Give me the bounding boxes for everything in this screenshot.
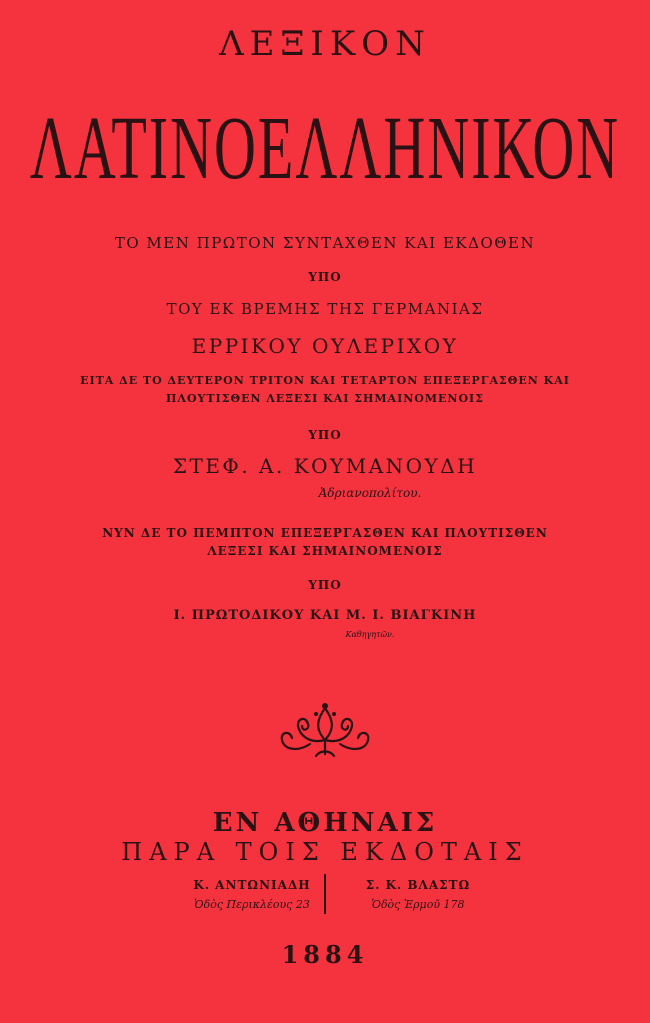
line-by-1: ΥΠΟ (308, 270, 342, 284)
publisher-divider (324, 874, 326, 914)
line-professors: Καθηγητῶν. (345, 630, 395, 639)
publishers-line: ΠΑΡΑ ΤΟΙΣ ΕΚΔΟΤΑΙΣ (121, 838, 529, 866)
line-fifth-edition-1: ΝΥΝ ΔΕ ΤΟ ΠΕΜΠΤΟΝ ΕΠΕΞΕΡΓΑΣΘΕΝ ΚΑΙ ΠΛΟΥΤΙΣΘΕΝ (102, 526, 548, 540)
line-fifth-edition-2: ΛΕΞΕΣΙ ΚΑΙ ΣΗΜΑΙΝΟΜΕΝΟΙΣ (207, 544, 443, 558)
title-main: ΛΑΤΙΝΟΕΛΛΗΝΙΚΟΝ (29, 97, 621, 199)
publisher-right-address: Ὁδὸς Ἑρμοῦ 178 (371, 898, 465, 911)
publisher-right (338, 878, 498, 911)
fleuron-ornament-icon (270, 700, 380, 760)
line-origin-koumanoudis: Ἀδριανοπολίτου. (318, 486, 422, 500)
line-editors: Ι. ΠΡΩΤΟΔΙΚΟΥ ΚΑΙ Μ. Ι. ΒΙΑΓΚΙΝΗ (173, 608, 477, 623)
line-later-editions-2: ΠΛΟΥΤΙΣΘΕΝ ΛΕΞΕΣΙ ΚΑΙ ΣΗΜΑΙΝΟΜΕΝΟΙΣ (166, 392, 484, 405)
publication-year: 1884 (281, 940, 369, 969)
publisher-left-address: Ὁδὸς Περικλέους 23 (194, 898, 310, 911)
line-origin: ΤΟΥ ΕΚ ΒΡΕΜΗΣ ΤΗΣ ΓΕΡΜΑΝΙΑΣ (166, 300, 484, 318)
publisher-left-name: Κ. ΑΝΤΩΝΙΑΔΗ (193, 878, 311, 892)
publisher-right-name: Σ. Κ. ΒΛΑΣΤΩ (365, 878, 471, 892)
line-first-edition: ΤΟ ΜΕΝ ΠΡΩΤΟΝ ΣΥΝΤΑΧΘΕΝ ΚΑΙ ΕΚΔΟΘΕΝ (114, 234, 536, 252)
publication-city: ΕΝ ΑΘΗΝΑΙΣ (212, 808, 438, 838)
line-author-koumanoudis: ΣΤΕΦ. Α. ΚΟΥΜΑΝΟΥΔΗ (172, 454, 478, 478)
line-by-3: ΥΠΟ (308, 578, 342, 592)
title-top: ΛΕΞΙΚΟΝ (219, 24, 431, 64)
line-by-2: ΥΠΟ (308, 428, 342, 442)
line-author-original: ΕΡΡΙΚΟΥ ΟΥΛΕΡΙΧΟΥ (191, 334, 459, 358)
publisher-left (172, 878, 332, 911)
line-later-editions-1: ΕΙΤΑ ΔΕ ΤΟ ΔΕΥΤΕΡΟΝ ΤΡΙΤΟΝ ΚΑΙ ΤΕΤΑΡΤΟΝ ΕΠΕΞΕΡΓΑΣΘΕΝ ΚΑΙ (80, 374, 570, 387)
